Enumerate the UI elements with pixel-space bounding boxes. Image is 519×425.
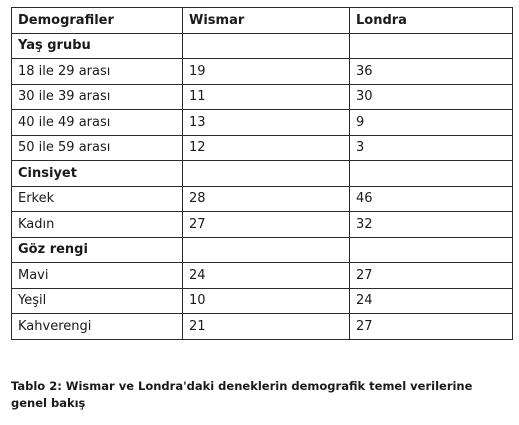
table-header-row	[12, 8, 513, 34]
header-londra: Londra	[350, 8, 513, 34]
wismar-value: 21	[183, 314, 350, 340]
row-label: 50 ile 59 arası	[12, 135, 183, 161]
wismar-value: 27	[183, 212, 350, 238]
section-title-age-group: Yaş grubu	[12, 33, 183, 59]
row-label: 40 ile 49 arası	[12, 110, 183, 136]
londra-value: 32	[350, 212, 513, 238]
table-caption: Tablo 2: Wismar ve Londra'daki deneklerin demografik temel verilerine genel bakış	[11, 379, 473, 410]
table-row	[12, 288, 513, 314]
londra-value: 30	[350, 84, 513, 110]
section-row-age-group	[12, 33, 513, 59]
table-row	[12, 263, 513, 289]
wismar-value: 11	[183, 84, 350, 110]
row-label: 30 ile 39 arası	[12, 84, 183, 110]
wismar-value: 10	[183, 288, 350, 314]
empty-cell	[183, 33, 350, 59]
table-row	[12, 212, 513, 238]
wismar-value: 13	[183, 110, 350, 136]
table-row	[12, 84, 513, 110]
row-label: Erkek	[12, 186, 183, 212]
section-title-gender: Cinsiyet	[12, 161, 183, 187]
wismar-value: 19	[183, 59, 350, 85]
londra-value: 3	[350, 135, 513, 161]
wismar-value: 24	[183, 263, 350, 289]
header-wismar: Wismar	[183, 8, 350, 34]
table-row	[12, 314, 513, 340]
row-label: Mavi	[12, 263, 183, 289]
table-row	[12, 110, 513, 136]
row-label: Kahverengi	[12, 314, 183, 340]
empty-cell	[350, 237, 513, 263]
londra-value: 36	[350, 59, 513, 85]
londra-value: 27	[350, 263, 513, 289]
header-demographics: Demografiler	[12, 8, 183, 34]
section-row-gender	[12, 161, 513, 187]
wismar-value: 12	[183, 135, 350, 161]
empty-cell	[183, 161, 350, 187]
londra-value: 46	[350, 186, 513, 212]
row-label: Yeşil	[12, 288, 183, 314]
londra-value: 27	[350, 314, 513, 340]
table-row	[12, 135, 513, 161]
empty-cell	[350, 33, 513, 59]
empty-cell	[183, 237, 350, 263]
wismar-value: 28	[183, 186, 350, 212]
londra-value: 24	[350, 288, 513, 314]
row-label: 18 ile 29 arası	[12, 59, 183, 85]
empty-cell	[350, 161, 513, 187]
section-title-eye-color: Göz rengi	[12, 237, 183, 263]
demographics-table	[11, 7, 513, 340]
table-row	[12, 186, 513, 212]
section-row-eye-color	[12, 237, 513, 263]
londra-value: 9	[350, 110, 513, 136]
row-label: Kadın	[12, 212, 183, 238]
table-row	[12, 59, 513, 85]
